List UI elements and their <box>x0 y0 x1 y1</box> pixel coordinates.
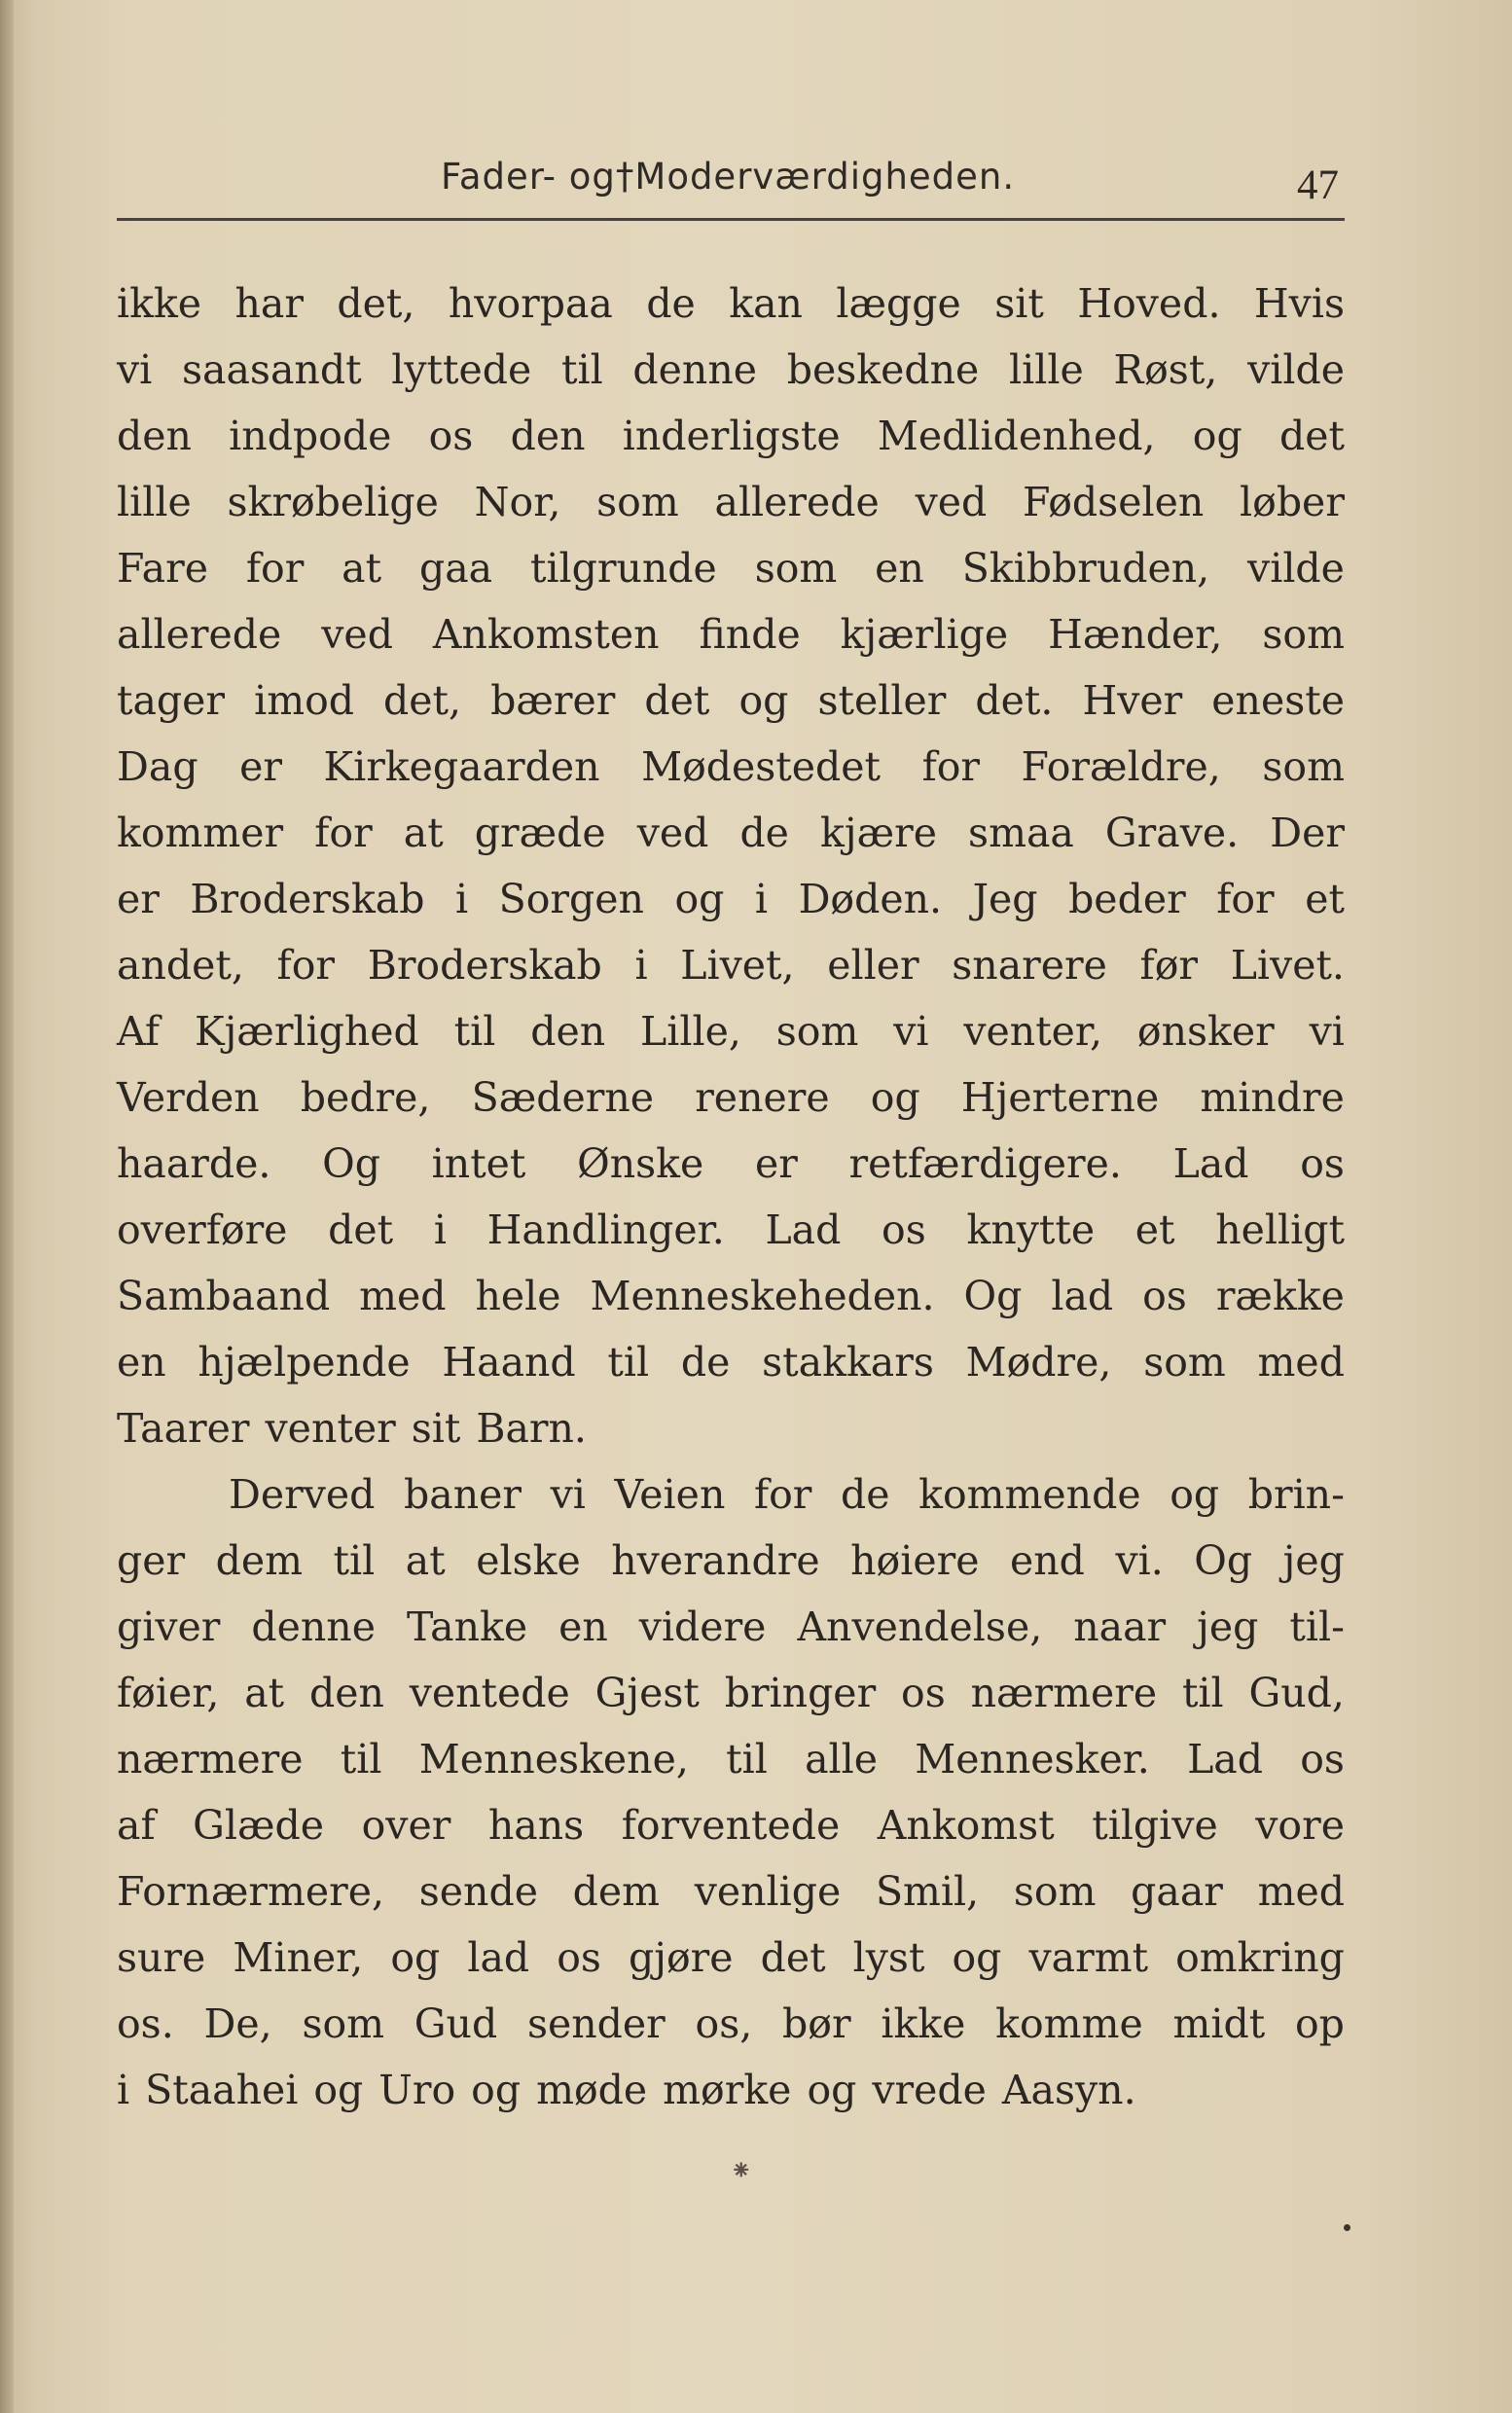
word: os <box>882 1206 926 1253</box>
word: andet, <box>117 942 244 989</box>
word: vore <box>1255 1802 1345 1849</box>
word: allerede <box>714 479 880 525</box>
spine-edge <box>0 0 14 2413</box>
word: de <box>841 1471 890 1518</box>
word: en <box>875 545 924 592</box>
running-head <box>117 146 1345 224</box>
text-line <box>117 1991 1345 2057</box>
word: vi <box>117 346 153 393</box>
word: brin- <box>1247 1471 1345 1518</box>
word: det. <box>975 677 1054 724</box>
word: for <box>753 1471 812 1518</box>
word: Haand <box>442 1339 576 1386</box>
word: Mennesker. <box>915 1736 1150 1783</box>
word: at <box>403 810 444 856</box>
word: Kirkegaarden <box>323 743 600 790</box>
word: bærer <box>490 677 616 724</box>
word: Sæderne <box>471 1074 655 1121</box>
word: os <box>1300 1736 1345 1783</box>
word: Fare <box>117 545 208 592</box>
word: imod <box>254 677 354 724</box>
word: de <box>739 810 789 856</box>
word: videre <box>638 1603 767 1650</box>
word: Tanke <box>406 1603 528 1650</box>
text-line <box>117 1925 1345 1991</box>
word: Dag <box>117 743 198 790</box>
word: som <box>1143 1339 1226 1386</box>
word: finde <box>699 611 801 658</box>
word: denne <box>632 346 758 393</box>
word: Taarer <box>117 1405 250 1452</box>
word: de <box>680 1339 731 1386</box>
word: et <box>1134 1206 1175 1253</box>
word: til <box>726 1736 768 1783</box>
word: tilgive <box>1092 1802 1218 1849</box>
word: lille <box>117 479 192 525</box>
word: til <box>453 1008 496 1055</box>
word: eller <box>827 942 919 989</box>
word: Hoved. <box>1077 280 1221 327</box>
word: end <box>1010 1537 1085 1584</box>
word: at <box>405 1537 446 1584</box>
text-line <box>117 2057 1345 2123</box>
word: og <box>1192 413 1242 459</box>
word: som <box>1262 611 1345 658</box>
text-line <box>117 1858 1345 1925</box>
word: kommer <box>117 810 284 856</box>
text-line <box>117 337 1345 403</box>
word: bør <box>782 2000 851 2047</box>
word: kjærlige <box>840 611 1009 658</box>
word: et <box>1305 876 1345 922</box>
word: intet <box>431 1140 526 1187</box>
word: som <box>302 2000 385 2047</box>
text-line <box>117 866 1345 932</box>
word: dem <box>215 1537 304 1584</box>
word: inderligste <box>622 413 841 459</box>
word: ved <box>915 479 988 525</box>
word: venter <box>265 1405 396 1452</box>
word: for <box>921 743 981 790</box>
word: Anvendelse, <box>797 1603 1043 1650</box>
text-line <box>117 601 1345 667</box>
text-line <box>117 1594 1345 1660</box>
word: jeg <box>1282 1537 1345 1584</box>
word: vilde <box>1247 545 1345 592</box>
word: nærmere <box>117 1736 304 1783</box>
paper-speck <box>1344 2224 1350 2231</box>
word: omkring <box>1175 1934 1345 1981</box>
word: og <box>674 876 725 922</box>
section-ornament: ⁕ <box>730 2154 753 2186</box>
text-line <box>117 1197 1345 1263</box>
word: og <box>870 1074 920 1121</box>
word: Hver <box>1082 677 1183 724</box>
word: Mødestedet <box>641 743 882 790</box>
word: ger <box>117 1537 186 1584</box>
word: Broderskab <box>190 876 425 922</box>
word: skrøbelige <box>227 479 439 525</box>
word: os, <box>695 2000 753 2047</box>
word: ved <box>321 611 393 658</box>
word: Kjærlighed <box>194 1008 419 1055</box>
word: Verden <box>117 1074 260 1121</box>
word: række <box>1215 1273 1345 1319</box>
body-text <box>117 270 1345 2123</box>
word: Røst, <box>1113 346 1218 393</box>
word: den <box>510 413 586 459</box>
text-line <box>117 1461 1345 1528</box>
word: os <box>1142 1273 1187 1319</box>
text-line <box>117 535 1345 601</box>
word: Sambaand <box>117 1273 331 1319</box>
word: Staahei <box>145 2067 299 2113</box>
word: varmt <box>1028 1934 1149 1981</box>
word: lille <box>1009 346 1084 393</box>
word: Hjerterne <box>960 1074 1160 1121</box>
word: ved <box>636 810 709 856</box>
word: Barn. <box>476 1405 587 1452</box>
word: i <box>634 942 648 989</box>
word: vilde <box>1247 346 1345 393</box>
word: hvorpaa <box>448 280 613 327</box>
word: som <box>754 545 838 592</box>
word: helligt <box>1215 1206 1345 1253</box>
word: Livet, <box>680 942 795 989</box>
word: elske <box>476 1537 581 1584</box>
word: løber <box>1240 479 1345 525</box>
word: og <box>738 677 789 724</box>
word: den <box>117 413 192 459</box>
word: som <box>596 479 679 525</box>
word: midt <box>1172 2000 1266 2047</box>
word: allerede <box>117 611 282 658</box>
word: og <box>313 2067 364 2113</box>
word: til <box>333 1537 376 1584</box>
word: før <box>1139 942 1199 989</box>
word: beskedne <box>786 346 980 393</box>
text-line <box>117 1726 1345 1792</box>
word: Der <box>1270 810 1345 856</box>
word: for <box>245 545 305 592</box>
word: knytte <box>966 1206 1096 1253</box>
word: Fødselen <box>1023 479 1205 525</box>
word: Lad <box>1187 1736 1263 1783</box>
word: Smil, <box>875 1868 980 1915</box>
word: med <box>1257 1339 1345 1386</box>
word: kan <box>729 280 803 327</box>
word: den <box>530 1008 606 1055</box>
word: venter, <box>963 1008 1103 1055</box>
word: alle <box>805 1736 878 1783</box>
word: i <box>754 876 769 922</box>
word: til- <box>1289 1603 1345 1650</box>
word: overføre <box>117 1206 288 1253</box>
word: Gud, <box>1248 1670 1345 1716</box>
word: ikke <box>117 280 202 327</box>
header-rule <box>117 218 1345 221</box>
word: Døden. <box>798 876 943 922</box>
word: Gud <box>414 2000 498 2047</box>
word: Menneskene, <box>418 1736 689 1783</box>
word: er <box>754 1140 798 1187</box>
word: bringer <box>724 1670 877 1716</box>
word: for <box>314 810 373 856</box>
word: Gjest <box>594 1670 700 1716</box>
word: det, <box>337 280 415 327</box>
word: det <box>1278 413 1345 459</box>
word: sende <box>418 1868 538 1915</box>
word: lyst <box>852 1934 925 1981</box>
running-title: Fader- og†Moderværdigheden. <box>441 156 1016 198</box>
word: at <box>244 1670 285 1716</box>
word: kjære <box>820 810 937 856</box>
word: gjøre <box>629 1934 734 1981</box>
word: op <box>1294 2000 1345 2047</box>
word: høiere <box>850 1537 980 1584</box>
text-line <box>117 1660 1345 1726</box>
word: sender <box>526 2000 666 2047</box>
word: Og <box>963 1273 1023 1319</box>
word: renere <box>695 1074 830 1121</box>
word: møde <box>536 2067 648 2113</box>
word: eneste <box>1211 677 1345 724</box>
word: dem <box>572 1868 661 1915</box>
word: Fornærmere, <box>117 1868 385 1915</box>
word: gaar <box>1131 1868 1223 1915</box>
word: saasandt <box>182 346 362 393</box>
text-line <box>117 1528 1345 1594</box>
text-line <box>117 1064 1345 1131</box>
word: som <box>775 1008 859 1055</box>
text-line <box>117 1131 1345 1197</box>
word: den <box>308 1670 384 1716</box>
word: Medlidenhed, <box>877 413 1156 459</box>
text-line <box>117 1263 1345 1329</box>
word: har <box>234 280 304 327</box>
word: det <box>644 677 710 724</box>
word: en <box>117 1339 166 1386</box>
word: Miner, <box>233 1934 364 1981</box>
text-line <box>117 469 1345 535</box>
word: til <box>561 346 603 393</box>
word: denne <box>251 1603 376 1650</box>
word: Sorgen <box>498 876 644 922</box>
word: Glæde <box>193 1802 325 1849</box>
word: De, <box>203 2000 272 2047</box>
word: Ønske <box>577 1140 704 1187</box>
word: Grave. <box>1104 810 1240 856</box>
word: sit <box>411 1405 461 1452</box>
word: os. <box>117 2000 174 2047</box>
word: sure <box>117 1934 206 1981</box>
word: og <box>471 2067 522 2113</box>
word: en <box>558 1603 608 1650</box>
text-line <box>117 734 1345 800</box>
word: Uro <box>378 2067 456 2113</box>
word: Lille, <box>640 1008 741 1055</box>
word: for <box>276 942 336 989</box>
word: lægge <box>836 280 961 327</box>
word: kommende <box>918 1471 1141 1518</box>
word: til <box>340 1736 382 1783</box>
word: lad <box>467 1934 530 1981</box>
word: os <box>428 413 474 459</box>
word: over <box>361 1802 451 1849</box>
word: nærmere <box>970 1670 1158 1716</box>
word: smaa <box>968 810 1074 856</box>
word: hverandre <box>611 1537 820 1584</box>
text-line <box>117 270 1345 337</box>
word: beder <box>1068 876 1186 922</box>
word: vi <box>550 1471 586 1518</box>
word: retfærdigere. <box>848 1140 1122 1187</box>
word: hele <box>475 1273 561 1319</box>
text-line <box>117 800 1345 866</box>
page-number: 47 <box>1297 162 1339 208</box>
text-line <box>117 998 1345 1064</box>
word: som <box>1013 1868 1097 1915</box>
word: Broderskab <box>367 942 602 989</box>
word: naar <box>1073 1603 1167 1650</box>
word: os <box>901 1670 946 1716</box>
text-line <box>117 1395 1345 1461</box>
word: Hænder, <box>1048 611 1223 658</box>
word: til <box>1181 1670 1224 1716</box>
word: sit <box>994 280 1044 327</box>
word: Derved <box>229 1471 376 1518</box>
word: er <box>117 876 160 922</box>
word: steller <box>817 677 947 724</box>
word: jeg <box>1197 1603 1259 1650</box>
word: snarere <box>952 942 1107 989</box>
word: til <box>607 1339 650 1386</box>
word: vi <box>893 1008 929 1055</box>
word: mindre <box>1200 1074 1345 1121</box>
word: ønsker <box>1136 1008 1275 1055</box>
word: og <box>807 2067 857 2113</box>
word: venlige <box>694 1868 842 1915</box>
text-line <box>117 403 1345 469</box>
word: Livet. <box>1230 942 1345 989</box>
word: Ankomst <box>877 1802 1055 1849</box>
word: indpode <box>229 413 392 459</box>
word: hjælpende <box>198 1339 411 1386</box>
word: af <box>117 1802 156 1849</box>
word: for <box>1216 876 1275 922</box>
word: det <box>328 1206 394 1253</box>
word: Lad <box>1172 1140 1249 1187</box>
word: det, <box>383 677 462 724</box>
word: Nor, <box>474 479 561 525</box>
word: os <box>1300 1140 1345 1187</box>
word: de <box>646 280 696 327</box>
word: gaa <box>418 545 493 592</box>
word: med <box>1257 1868 1345 1915</box>
word: Veien <box>614 1471 726 1518</box>
word: tilgrunde <box>529 545 717 592</box>
text-line <box>117 667 1345 734</box>
word: tager <box>117 677 226 724</box>
word: græde <box>474 810 606 856</box>
word: Jeg <box>972 876 1038 922</box>
word: giver <box>117 1603 221 1650</box>
word: os <box>557 1934 601 1981</box>
word: Menneskeheden. <box>590 1273 935 1319</box>
word: Af <box>117 1008 161 1055</box>
word: og <box>952 1934 1002 1981</box>
word: Forældre, <box>1021 743 1221 790</box>
word: i <box>117 2067 130 2113</box>
word: lyttede <box>391 346 532 393</box>
word: vrede <box>872 2067 987 2113</box>
word: vi <box>1309 1008 1345 1055</box>
word: Aasyn. <box>1001 2067 1136 2113</box>
word: Lad <box>765 1206 842 1253</box>
word: forventede <box>621 1802 841 1849</box>
word: det <box>760 1934 826 1981</box>
word: komme <box>995 2000 1143 2047</box>
text-line <box>117 1329 1345 1395</box>
word: vi. <box>1115 1537 1164 1584</box>
word: Hvis <box>1253 280 1345 327</box>
word: hans <box>487 1802 585 1849</box>
word: mørke <box>663 2067 792 2113</box>
text-line <box>117 1792 1345 1858</box>
word: at <box>342 545 382 592</box>
word: Og <box>322 1140 380 1187</box>
word: ventede <box>409 1670 570 1716</box>
word: bedre, <box>300 1074 431 1121</box>
word: lad <box>1051 1273 1114 1319</box>
word: baner <box>404 1471 522 1518</box>
word: Mødre, <box>965 1339 1112 1386</box>
word: og <box>390 1934 441 1981</box>
word: ikke <box>881 2000 966 2047</box>
word: i <box>433 1206 447 1253</box>
word: haarde. <box>117 1140 271 1187</box>
word: Skibbruden, <box>961 545 1210 592</box>
word: Og <box>1194 1537 1253 1584</box>
word: er <box>239 743 282 790</box>
word: føier, <box>117 1670 220 1716</box>
word: som <box>1262 743 1345 790</box>
word: stakkars <box>762 1339 934 1386</box>
word: og <box>1170 1471 1220 1518</box>
text-line <box>117 932 1345 998</box>
word: Handlinger. <box>486 1206 725 1253</box>
word: med <box>359 1273 447 1319</box>
word: Ankomsten <box>432 611 660 658</box>
word: i <box>455 876 469 922</box>
